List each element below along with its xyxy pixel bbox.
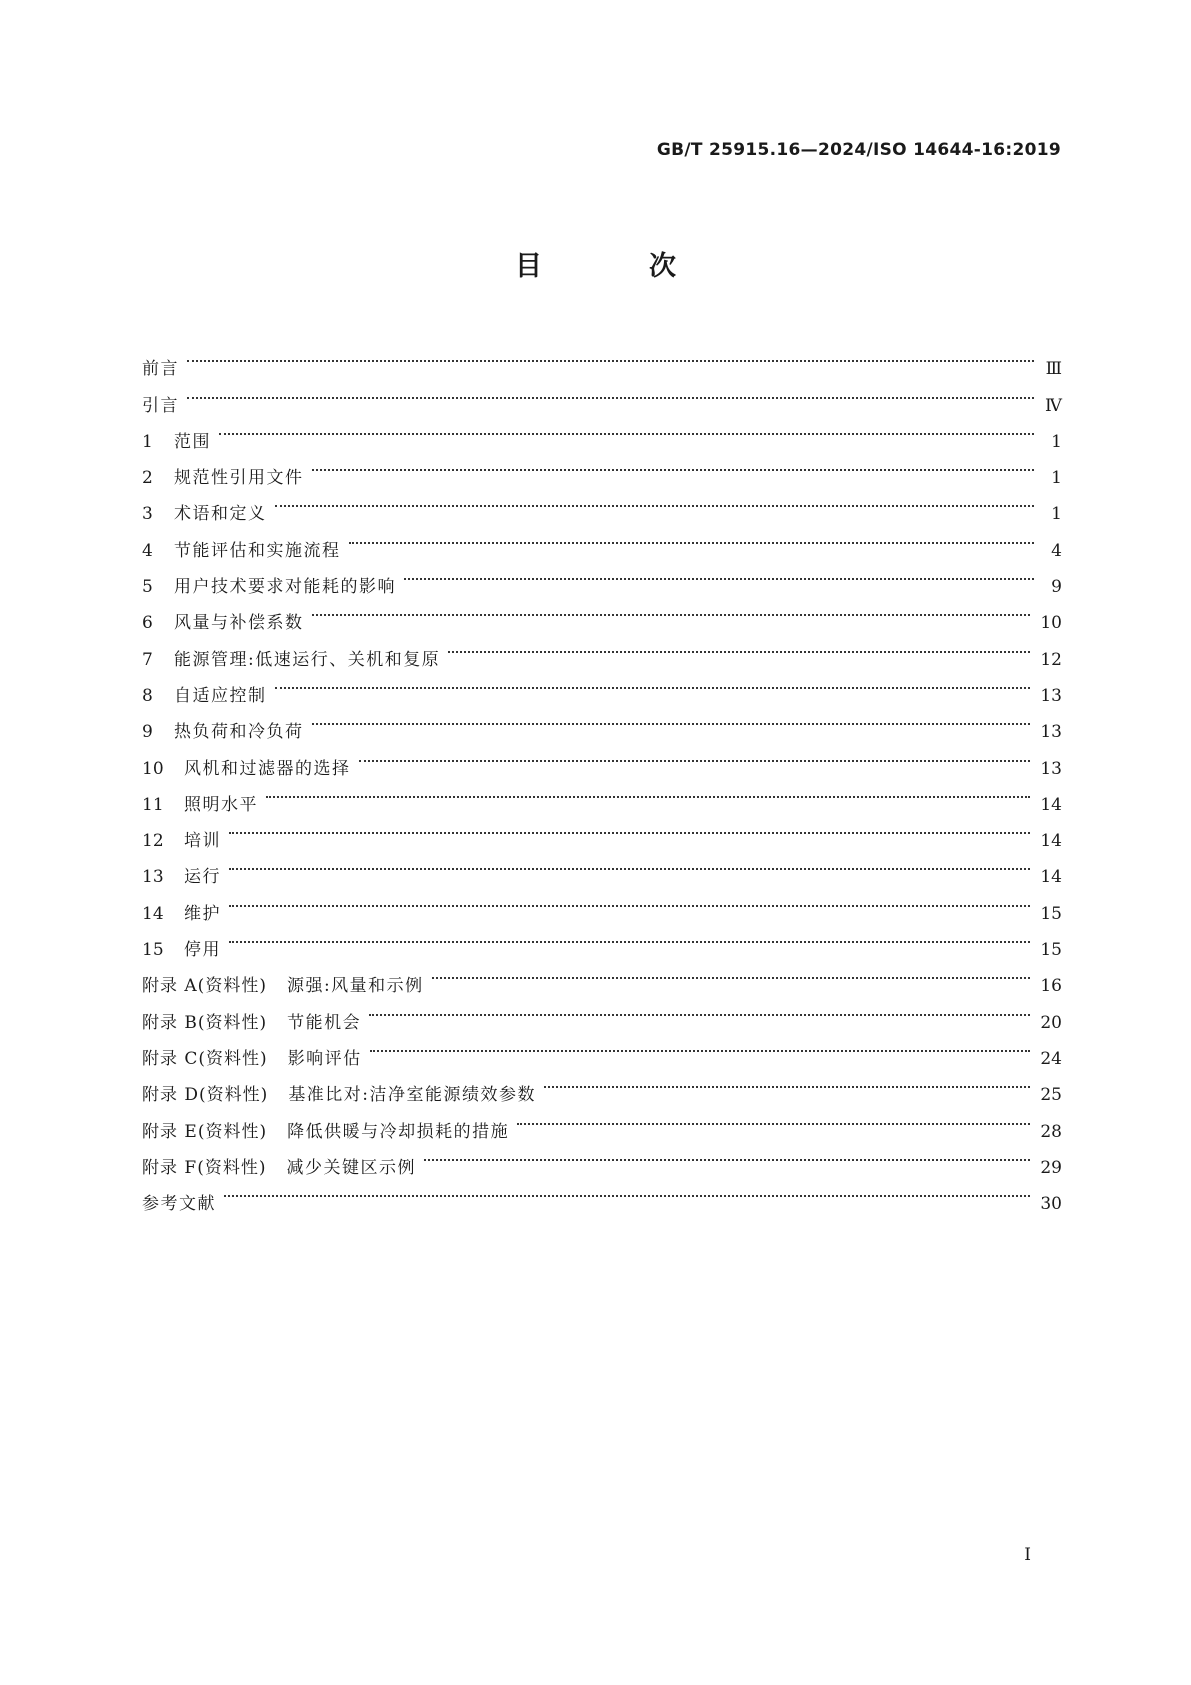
toc-entry-label: 维护 (184, 903, 221, 924)
dot-leader (448, 628, 1030, 664)
dot-leader (517, 1100, 1030, 1136)
toc-entry-page: 29 (1040, 1157, 1062, 1178)
toc-entry-label: 参考文献 (142, 1194, 216, 1215)
toc-entry-number: 9 (142, 722, 153, 743)
toc-entry-label: 自适应控制 (174, 685, 267, 706)
dot-leader (312, 447, 1035, 483)
toc-entry[interactable] (142, 1173, 1062, 1215)
dot-leader (312, 701, 1031, 737)
dot-leader (370, 1028, 1031, 1064)
toc-entry-label: 节能评估和实施流程 (174, 540, 341, 561)
dot-leader (432, 955, 1031, 991)
toc-entry-number: 2 (142, 468, 153, 489)
dot-leader (424, 1137, 1030, 1173)
toc-entry-page: 25 (1040, 1085, 1062, 1106)
dot-leader (219, 411, 1034, 447)
toc-entry-page: 1 (1051, 431, 1062, 452)
toc-entry-number: 8 (142, 685, 153, 706)
toc-entry-page: 12 (1040, 649, 1062, 670)
dot-leader (275, 665, 1031, 701)
toc-entry-number: 11 (142, 794, 164, 815)
annex-prefix: 附录 D(资料性) (142, 1085, 269, 1106)
toc-entry-page: 14 (1040, 867, 1062, 888)
dot-leader (349, 519, 1035, 555)
toc-entry[interactable] (142, 338, 1062, 380)
annex-prefix: 附录 A(资料性) (142, 976, 267, 997)
page-title: 目 次 (515, 251, 716, 282)
annex-prefix: 附录 B(资料性) (142, 1012, 268, 1033)
dot-leader (312, 592, 1031, 628)
toc-entry-label: 引言 (142, 395, 179, 416)
dot-leader (224, 1173, 1030, 1209)
page-number: I (1024, 1545, 1031, 1565)
toc-entry-page: 13 (1040, 758, 1062, 779)
annex-prefix: 附录 E(资料性) (142, 1121, 268, 1142)
toc-entry-page: 30 (1040, 1194, 1062, 1215)
toc-entry-number: 13 (142, 867, 164, 888)
toc-entry-label: 风量与补偿系数 (174, 613, 304, 634)
toc-entry-label: 术语和定义 (174, 504, 267, 525)
standard-code: GB/T 25915.16—2024/ISO 14644-16:2019 (656, 140, 1061, 160)
toc-entry-label: 降低供暖与冷却损耗的措施 (287, 1121, 510, 1142)
toc-entry-label: 风机和过滤器的选择 (184, 758, 351, 779)
toc-entry-annex[interactable] (142, 955, 1062, 997)
toc-entry-page: 15 (1040, 903, 1062, 924)
toc-entry-label: 源强:风量和示例 (286, 976, 424, 997)
dot-leader (404, 556, 1034, 592)
dot-leader (229, 882, 1030, 918)
toc-entry-number: 5 (142, 577, 153, 598)
dot-leader (229, 919, 1030, 955)
toc-entry-label: 范围 (174, 431, 211, 452)
toc-entry[interactable] (142, 810, 1062, 852)
toc-entry-annex[interactable] (142, 1137, 1062, 1178)
toc-entry-label: 节能机会 (287, 1012, 362, 1033)
toc-entry-page: 20 (1040, 1012, 1062, 1033)
toc-entry-page: 10 (1040, 613, 1062, 634)
toc-entry[interactable] (142, 919, 1062, 961)
dot-leader (187, 374, 1034, 410)
toc-entry-page: 14 (1040, 794, 1062, 815)
toc-entry-page: 1 (1051, 468, 1062, 489)
toc-entry-number: 7 (142, 649, 153, 670)
toc-entry-annex[interactable] (142, 1100, 1062, 1142)
toc-entry-page: 13 (1040, 685, 1062, 706)
toc-entry-page: 15 (1040, 940, 1062, 961)
table-of-contents (142, 338, 1062, 1215)
toc-entry-page: 1 (1051, 504, 1062, 525)
toc-entry-page: Ⅳ (1045, 395, 1062, 416)
dot-leader (229, 810, 1030, 846)
toc-entry[interactable] (142, 411, 1062, 452)
toc-entry[interactable] (142, 665, 1062, 706)
toc-entry-number: 12 (142, 831, 164, 852)
toc-entry-number: 4 (142, 540, 153, 561)
dot-leader (369, 991, 1030, 1027)
toc-entry[interactable] (142, 701, 1062, 743)
toc-entry[interactable] (142, 447, 1062, 489)
toc-entry-number: 3 (142, 504, 153, 525)
toc-entry[interactable] (142, 519, 1062, 561)
toc-entry-annex[interactable] (142, 1028, 1062, 1069)
toc-entry-number: 1 (142, 431, 153, 452)
toc-entry-label: 停用 (184, 940, 221, 961)
toc-entry[interactable] (142, 483, 1062, 525)
toc-entry-label: 热负荷和冷负荷 (174, 722, 304, 743)
toc-entry-page: 13 (1040, 722, 1062, 743)
toc-entry-label: 减少关键区示例 (286, 1157, 416, 1178)
toc-entry-label: 影响评估 (287, 1048, 362, 1069)
toc-entry-page: 28 (1040, 1121, 1062, 1142)
toc-entry-label: 运行 (184, 867, 221, 888)
annex-prefix: 附录 F(资料性) (142, 1157, 267, 1178)
toc-entry-label: 规范性引用文件 (174, 468, 304, 489)
toc-entry-label: 用户技术要求对能耗的影响 (174, 577, 396, 598)
toc-entry[interactable] (142, 774, 1062, 815)
toc-entry[interactable] (142, 846, 1062, 888)
toc-entry-page: 4 (1051, 540, 1062, 561)
toc-entry-number: 14 (142, 903, 164, 924)
dot-leader (187, 338, 1034, 374)
toc-entry-page: 24 (1040, 1048, 1062, 1069)
dot-leader (544, 1064, 1030, 1100)
toc-entry-page: 16 (1040, 976, 1062, 997)
toc-entry-label: 前言 (142, 359, 179, 380)
toc-entry-label: 基准比对:洁净室能源绩效参数 (288, 1085, 537, 1106)
toc-entry[interactable] (142, 374, 1062, 416)
toc-entry-label: 能源管理:低速运行、关机和复原 (174, 649, 441, 670)
dot-leader (359, 737, 1031, 773)
toc-entry[interactable] (142, 882, 1062, 924)
toc-entry-label: 照明水平 (184, 794, 258, 815)
toc-entry-annex[interactable] (142, 1064, 1062, 1106)
dot-leader (229, 846, 1030, 882)
dot-leader (275, 483, 1035, 519)
toc-entry-number: 10 (142, 758, 164, 779)
dot-leader (266, 774, 1030, 810)
annex-prefix: 附录 C(资料性) (142, 1048, 268, 1069)
toc-entry-page: 14 (1040, 831, 1062, 852)
toc-entry-page: 9 (1051, 577, 1062, 598)
toc-entry-number: 6 (142, 613, 153, 634)
toc-entry-number: 15 (142, 940, 164, 961)
toc-entry-label: 培训 (184, 831, 221, 852)
toc-entry-annex[interactable] (142, 991, 1062, 1033)
toc-entry-page: Ⅲ (1045, 359, 1062, 380)
